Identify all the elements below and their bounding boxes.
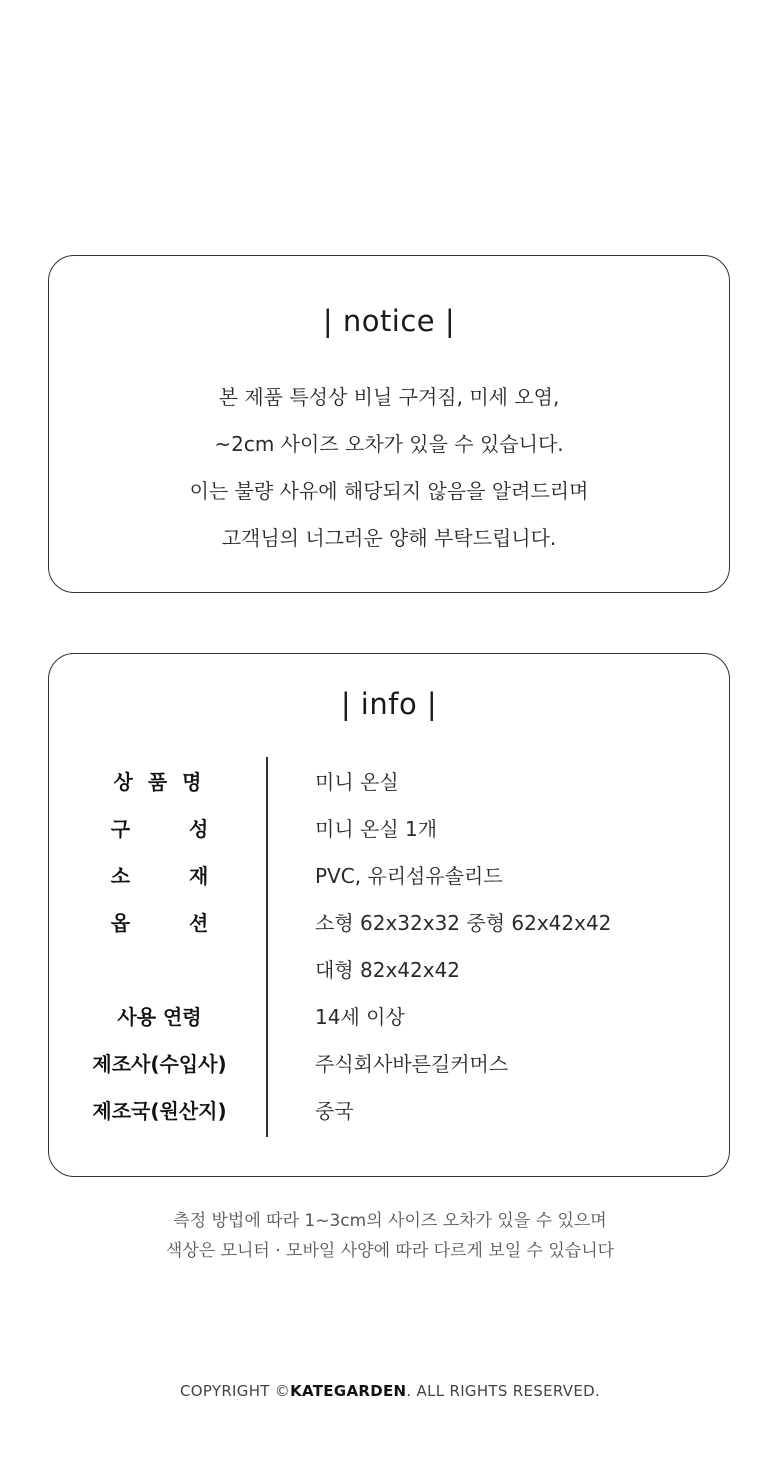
copyright-notice bbox=[0, 1382, 780, 1400]
info-row-origin bbox=[49, 1096, 729, 1126]
info-value: 소형 62x32x32 중형 62x42x42 bbox=[315, 911, 612, 935]
info-value: PVC, 유리섬유솔리드 bbox=[315, 864, 503, 888]
info-row-manufacturer bbox=[49, 1049, 729, 1079]
info-label: 옵 션 bbox=[110, 911, 235, 935]
info-value: 미니 온실 1개 bbox=[315, 817, 438, 841]
size-color-footnotes bbox=[0, 1206, 780, 1266]
copyright-prefix: COPYRIGHT © bbox=[179, 1382, 291, 1400]
info-label: 상 품 명 bbox=[113, 770, 206, 794]
info-value: 중국 bbox=[315, 1099, 354, 1123]
info-label: 사용 연령 bbox=[117, 1005, 202, 1029]
info-value: 주식회사바른길커머스 bbox=[315, 1052, 509, 1076]
info-label: 제조국(원산지) bbox=[92, 1099, 227, 1123]
info-row-age bbox=[49, 1002, 729, 1032]
notice-title: | notice | bbox=[322, 304, 456, 338]
info-row-material bbox=[49, 861, 729, 891]
info-label: 제조사(수입사) bbox=[92, 1052, 227, 1076]
copyright-suffix: . ALL RIGHTS RESERVED. bbox=[406, 1382, 601, 1400]
notice-line: 본 제품 특성상 비닐 구겨짐, 미세 오염, bbox=[218, 385, 560, 409]
notice-text bbox=[49, 374, 729, 562]
notice-line: ~2cm 사이즈 오차가 있을 수 있습니다. bbox=[214, 432, 564, 456]
info-row-product-name bbox=[49, 767, 729, 797]
footnote-line: 측정 방법에 따라 1~3cm의 사이즈 오차가 있을 수 있으며 bbox=[173, 1211, 607, 1231]
info-value: 미니 온실 bbox=[315, 770, 399, 794]
info-box bbox=[48, 653, 730, 1177]
info-label: 소 재 bbox=[110, 864, 235, 888]
info-row-options bbox=[49, 908, 729, 938]
info-row-composition bbox=[49, 814, 729, 844]
notice-line: 이는 불량 사유에 해당되지 않음을 알려드리며 bbox=[189, 479, 589, 503]
notice-box bbox=[48, 255, 730, 593]
info-label: 구 성 bbox=[110, 817, 235, 841]
info-row-options-cont bbox=[49, 955, 729, 985]
footnote-line: 색상은 모니터 · 모바일 사양에 따라 다르게 보일 수 있습니다 bbox=[165, 1241, 615, 1261]
info-value: 대형 82x42x42 bbox=[315, 958, 461, 982]
notice-line: 고객님의 너그러운 양해 부탁드립니다. bbox=[221, 526, 557, 550]
info-value: 14세 이상 bbox=[315, 1005, 405, 1029]
brand-name: KATEGARDEN bbox=[290, 1382, 407, 1400]
info-title: | info | bbox=[340, 687, 438, 721]
